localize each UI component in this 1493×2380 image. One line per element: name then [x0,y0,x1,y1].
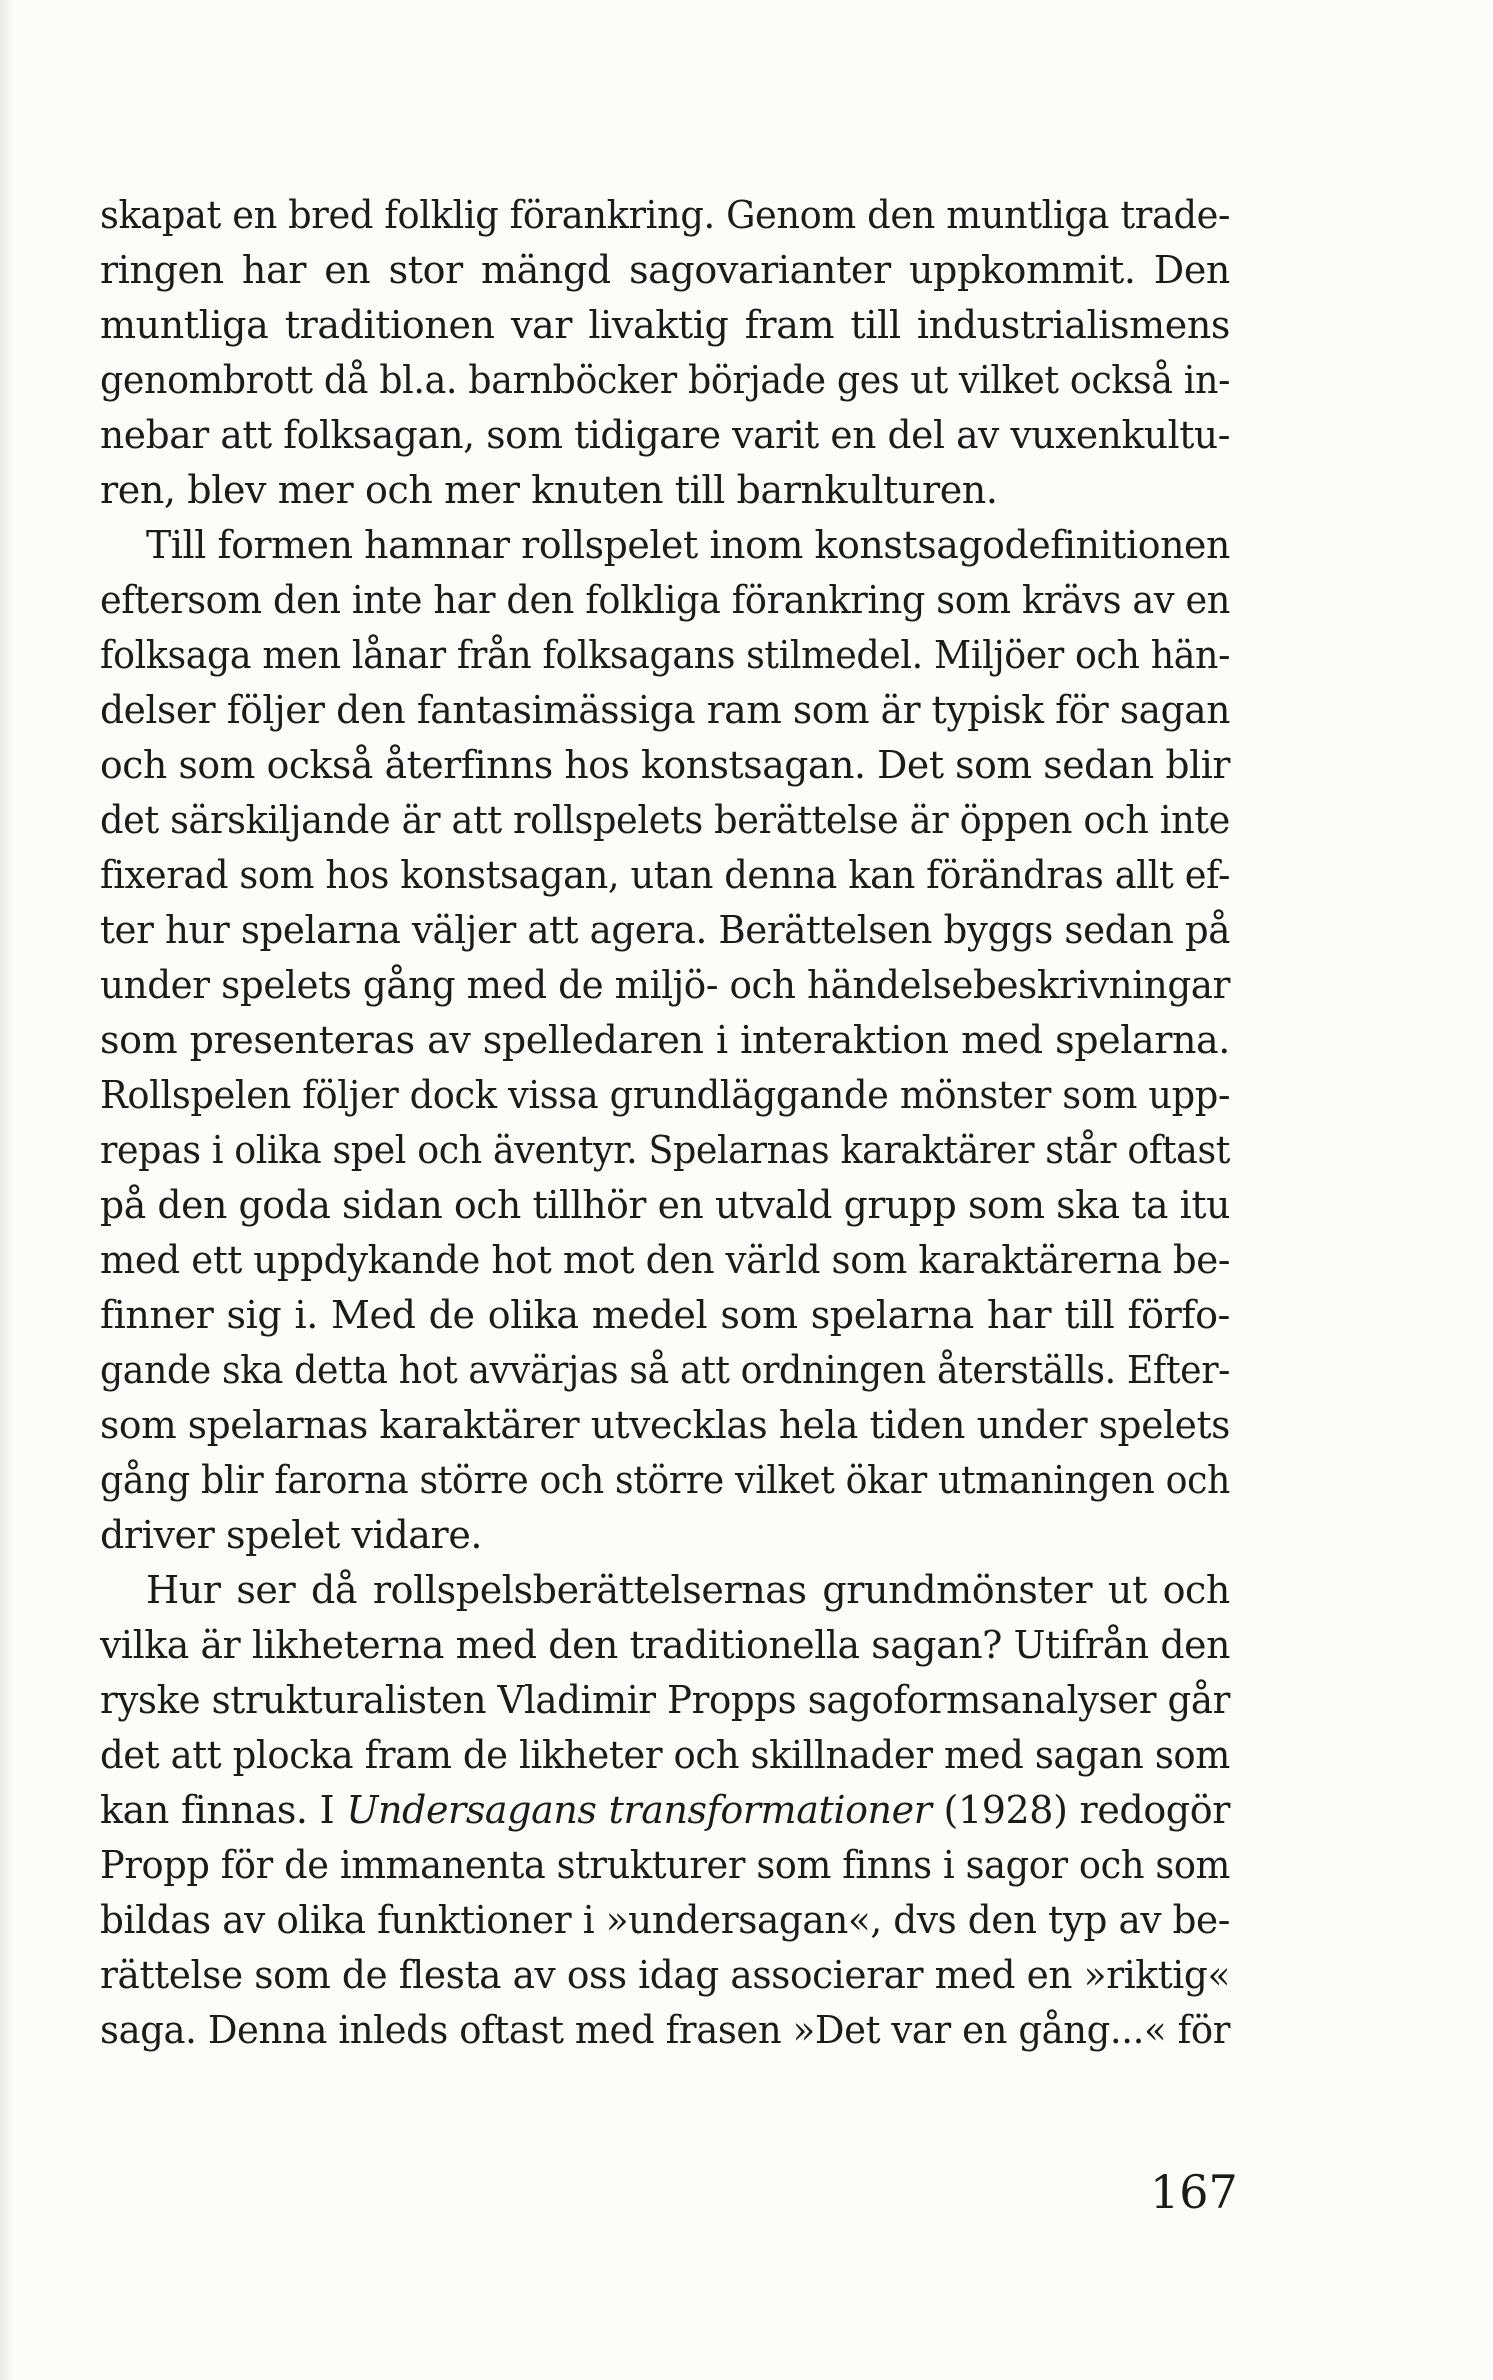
text-line: saga. Denna inleds oftast med frasen »Det var en gång...« för [100,2008,1230,2052]
text-line: som presenteras av spelledaren i interaktion med spelarna. [100,1018,1230,1062]
paragraph-2 [100,518,1230,1563]
paragraph-3 [100,1563,1230,2058]
body-text [100,188,1230,2058]
text-line: ryske strukturalisten Vladimir Propps sagoformsanalyser går [100,1678,1230,1722]
text-line: det särskiljande är att rollspelets berättelse är öppen och inte [100,798,1230,842]
text-line: finner sig i. Med de olika medel som spelarna har till förfo- [100,1293,1230,1337]
text-line-with-title [100,1783,1230,1838]
text-line: skapat en bred folklig förankring. Genom den muntliga trade- [100,193,1230,237]
text-line: folksaga men lånar från folksagans stilmedel. Miljöer och hän- [100,633,1230,677]
text-line: driver spelet vidare. [100,1513,483,1557]
text-line: Hur ser då rollspelsberättelsernas grundmönster ut och [146,1568,1230,1612]
text-line: under spelets gång med de miljö- och händelsebeskrivningar [100,963,1230,1007]
book-title: Undersagans transformationer [346,1788,932,1832]
text-fragment: (1928) redogör [931,1788,1230,1832]
text-line: ter hur spelarna väljer att agera. Berättelsen byggs sedan på [100,908,1230,952]
text-line: ren, blev mer och mer knuten till barnkulturen. [100,468,998,512]
text-line: och som också återfinns hos konstsagan. Det som sedan blir [100,743,1230,787]
text-line: Till formen hamnar rollspelet inom konstsagodefinitionen [146,523,1230,567]
text-line: rättelse som de flesta av oss idag associerar med en »riktig« [100,1953,1230,1997]
text-line: gande ska detta hot avvärjas så att ordningen återställs. Efter- [100,1348,1230,1392]
text-line: som spelarnas karaktärer utvecklas hela tiden under spelets [100,1403,1230,1447]
text-line: det att plocka fram de likheter och skillnader med sagan som [100,1733,1230,1777]
text-line: fixerad som hos konstsagan, utan denna kan förändras allt ef- [100,853,1230,897]
paragraph-1 [100,188,1230,518]
text-line: nebar att folksagan, som tidigare varit en del av vuxenkultu- [100,413,1230,457]
text-line: genombrott då bl.a. barnböcker började ges ut vilket också in- [100,358,1230,402]
text-line: med ett uppdykande hot mot den värld som karaktärerna be- [100,1238,1230,1282]
text-line: eftersom den inte har den folkliga förankring som krävs av en [100,578,1230,622]
text-line: Propp för de immanenta strukturer som finns i sagor och som [100,1843,1230,1887]
text-line: gång blir farorna större och större vilket ökar utmaningen och [100,1458,1230,1502]
text-fragment: kan finnas. I [100,1788,347,1832]
text-line: bildas av olika funktioner i »undersagan«, dvs den typ av be- [100,1898,1230,1942]
text-line: på den goda sidan och tillhör en utvald grupp som ska ta itu [100,1183,1230,1227]
text-line: vilka är likheterna med den traditionella sagan? Utifrån den [100,1623,1230,1667]
text-line: Rollspelen följer dock vissa grundläggande mönster som upp- [100,1073,1230,1117]
text-line: muntliga traditionen var livaktig fram till industrialismens [100,303,1230,347]
page-number: 167 [1150,2165,1238,2219]
page-edge-shadow [0,0,14,2380]
text-line: delser följer den fantasimässiga ram som är typisk för sagan [100,688,1230,732]
text-line: ringen har en stor mängd sagovarianter uppkommit. Den [100,248,1230,292]
text-line: repas i olika spel och äventyr. Spelarnas karaktärer står oftast [100,1128,1230,1172]
